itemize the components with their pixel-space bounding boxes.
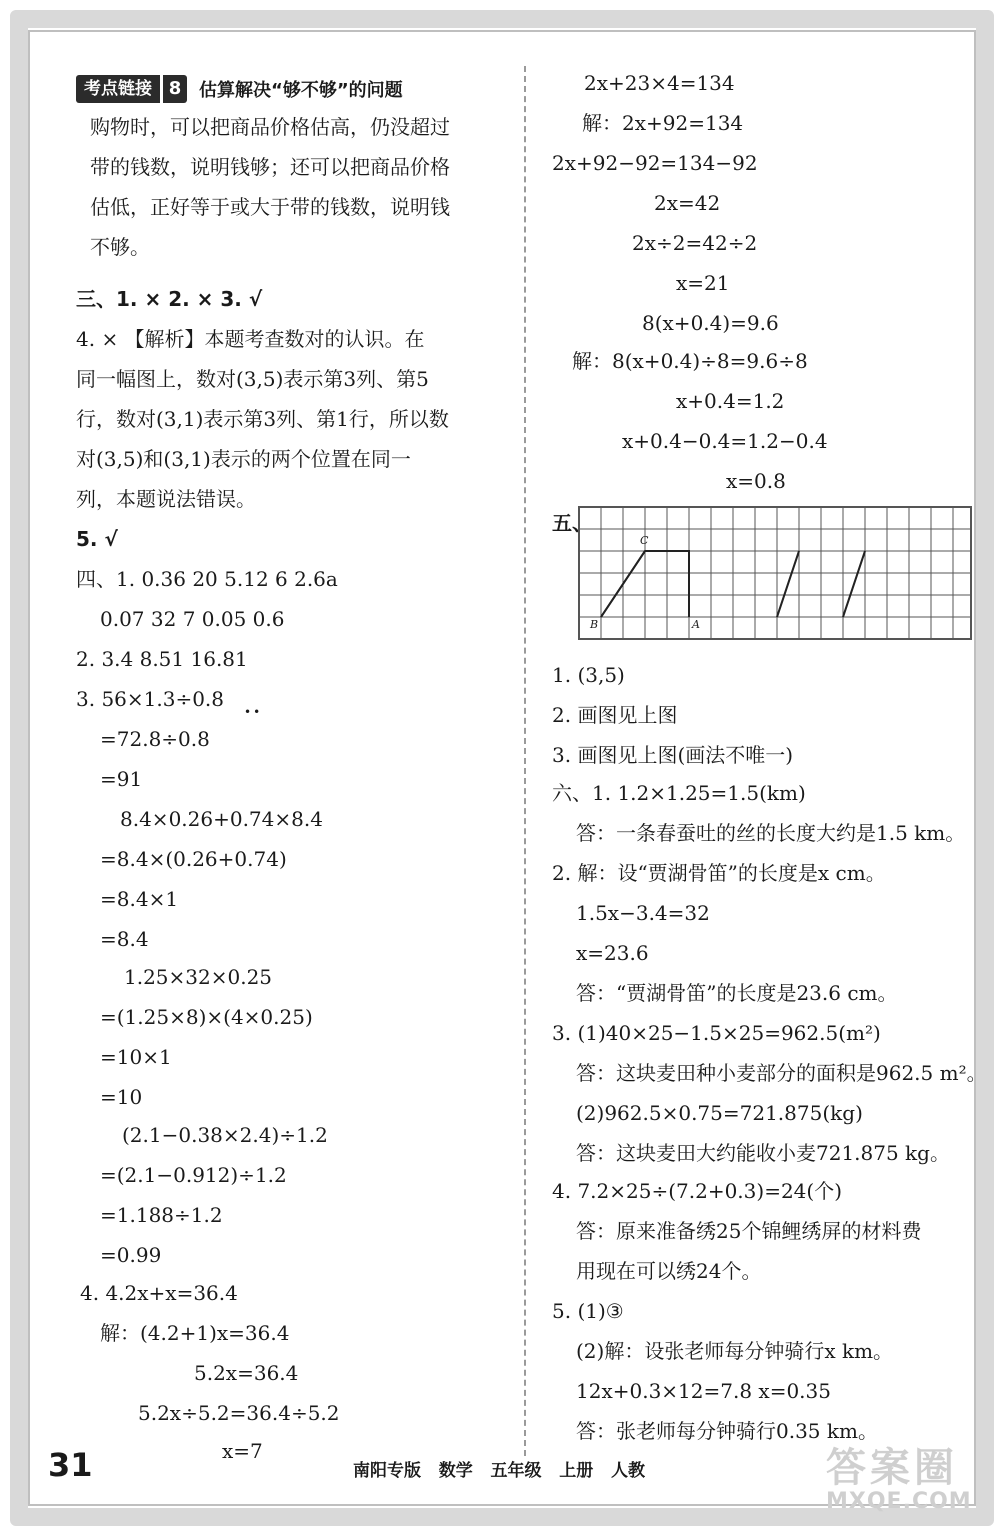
calc-line: =8.4×(0.26+0.74) xyxy=(100,847,287,871)
answer-text: 用现在可以绣24个。 xyxy=(576,1259,762,1283)
answer-4-4: 4. 4.2x+x=36.4 xyxy=(80,1281,238,1305)
calc-line: =91 xyxy=(100,767,143,791)
answer-4-3: 3. 56×1.3÷0.8 xyxy=(76,687,225,711)
watermark-logo xyxy=(826,1436,972,1514)
point-a-label: A xyxy=(692,618,700,631)
drawn-segment-1 xyxy=(777,551,799,617)
calc-line: 解：8(x+0.4)÷8=9.6÷8 xyxy=(572,349,808,373)
tag-label: 考点链接 xyxy=(76,75,160,103)
calc-line: =(1.25×8)×(4×0.25) xyxy=(100,1005,313,1029)
calc-line: 1.25×32×0.25 xyxy=(124,965,273,989)
calc-line: 5.2x=36.4 xyxy=(194,1361,299,1385)
text-line: 不够。 xyxy=(90,235,150,259)
calc-line: 解：2x+92=134 xyxy=(582,111,744,135)
answer-text: 答：原来准备绣25个锦鲤绣屏的材料费 xyxy=(576,1219,922,1243)
calc-line: 2x÷2=42÷2 xyxy=(632,231,758,255)
calc-line: =72.8÷0.8 xyxy=(100,727,210,751)
tag-number: 8 xyxy=(163,75,187,103)
calc-line: 2x+23×4=134 xyxy=(584,71,735,95)
answer-4-analysis: 4. × 【解析】本题考查数对的认识。在 xyxy=(76,327,425,351)
calc-line: 2x=42 xyxy=(654,191,721,215)
answer-section-5: 五、 xyxy=(552,511,592,535)
calc-line: 2x+92−92=134−92 xyxy=(552,151,758,175)
answer-5: 5. √ xyxy=(76,527,118,551)
watermark-line1: 答案圈 xyxy=(826,1445,958,1491)
answer-5-3: 3. 画图见上图(画法不唯一) xyxy=(552,743,794,767)
answer-section-4-1: 四、1. 0.36 20 5.12 6 2.6a xyxy=(76,567,338,591)
calc-line: x+0.4=1.2 xyxy=(676,389,785,413)
answer-text: 答：张老师每分钟骑行0.35 km。 xyxy=(576,1419,878,1443)
calc-line: x=21 xyxy=(676,271,730,295)
text-line: 购物时，可以把商品价格估高，仍没超过 xyxy=(90,115,450,139)
calc-line: =0.99 xyxy=(100,1243,162,1267)
answer-text: 答：这块麦田种小麦部分的面积是962.5 m²。 xyxy=(576,1061,987,1085)
calc-line: 5.2x÷5.2=36.4÷5.2 xyxy=(138,1401,340,1425)
answer-4-2: 2. 3.4 8.51 16.81 xyxy=(76,647,248,671)
answer-text: (2)解：设张老师每分钟骑行x km。 xyxy=(576,1339,894,1363)
grid-lines xyxy=(579,507,971,639)
watermark-line2: MXQE.COM xyxy=(826,1489,972,1514)
drawn-segment-2 xyxy=(843,551,865,617)
calc-line: x=23.6 xyxy=(576,941,649,965)
text-line: 对(3,5)和(3,1)表示的两个位置在同一 xyxy=(76,447,411,471)
answer-6-4: 4. 7.2×25÷(7.2+0.3)=24(个) xyxy=(552,1179,842,1203)
calc-line: 解：(4.2+1)x=36.4 xyxy=(100,1321,290,1345)
calc-line: x=0.8 xyxy=(726,469,786,493)
answer-section-3: 三、1. × 2. × 3. √ xyxy=(76,287,263,311)
answer-text: 答：这块麦田大约能收小麦721.875 kg。 xyxy=(576,1141,950,1165)
calc-line: 1.5x−3.4=32 xyxy=(576,901,710,925)
right-column xyxy=(548,66,987,1456)
answer-5-2: 2. 画图见上图 xyxy=(552,703,678,727)
answer-section-6-1: 六、1. 1.2×1.25=1.5(km) xyxy=(552,781,806,805)
text-line: 带的钱数，说明钱够；还可以把商品价格 xyxy=(90,155,450,179)
calc-line: 8(x+0.4)=9.6 xyxy=(642,311,779,335)
grid-figure xyxy=(578,506,974,646)
text-line: 同一幅图上，数对(3,5)表示第3列、第5 xyxy=(76,367,429,391)
calc-line: x=7 xyxy=(222,1439,263,1463)
calc-line: =10×1 xyxy=(100,1045,172,1069)
calc-line: (2.1−0.38×2.4)÷1.2 xyxy=(122,1123,328,1147)
point-b-label: B xyxy=(590,618,599,631)
answer-6-2: 2. 解：设“贾湖骨笛”的长度是x cm。 xyxy=(552,861,886,885)
calc-line: =8.4×1 xyxy=(100,887,179,911)
calc-line: x+0.4−0.4=1.2−0.4 xyxy=(622,429,828,453)
answer-text: 答：一条春蚕吐的丝的长度大约是1.5 km。 xyxy=(576,821,966,845)
left-column xyxy=(76,66,506,1463)
calc-line: =10 xyxy=(100,1085,143,1109)
page-number: 31 xyxy=(48,1446,93,1484)
calc-line: 12x+0.3×12=7.8 x=0.35 xyxy=(576,1379,831,1403)
grid-svg xyxy=(578,506,974,642)
point-c-label: C xyxy=(640,534,649,547)
answer-5-1: 1. (3,5) xyxy=(552,663,625,687)
calc-line: =8.4 xyxy=(100,927,149,951)
text-line: 0.07 32 7 0.05 0.6 xyxy=(100,607,285,631)
text-line: 列，本题说法错误。 xyxy=(76,487,256,511)
knowledge-link-tag xyxy=(76,74,403,104)
text-line: 估低，正好等于或大于带的钱数，说明钱 xyxy=(90,195,450,219)
answer-text: 答：“贾湖骨笛”的长度是23.6 cm。 xyxy=(576,981,898,1005)
text-line: 行，数对(3,1)表示第3列、第1行，所以数 xyxy=(76,407,449,431)
footer-info: 南阳专版 数学 五年级 上册 人教 xyxy=(353,1461,646,1481)
calc-line: =1.188÷1.2 xyxy=(100,1203,223,1227)
column-divider xyxy=(524,66,526,1456)
calc-line: 8.4×0.26+0.74×8.4 xyxy=(120,807,323,831)
calc-line: (2)962.5×0.75=721.875(kg) xyxy=(576,1101,863,1125)
calc-line: =(2.1−0.912)÷1.2 xyxy=(100,1163,287,1187)
recurring-decimal-dots: •• xyxy=(244,705,263,719)
tag-title: 估算解决“够不够”的问题 xyxy=(199,80,403,101)
answer-6-3: 3. (1)40×25−1.5×25=962.5(m²) xyxy=(552,1021,881,1045)
answer-6-5: 5. (1)③ xyxy=(552,1299,624,1323)
